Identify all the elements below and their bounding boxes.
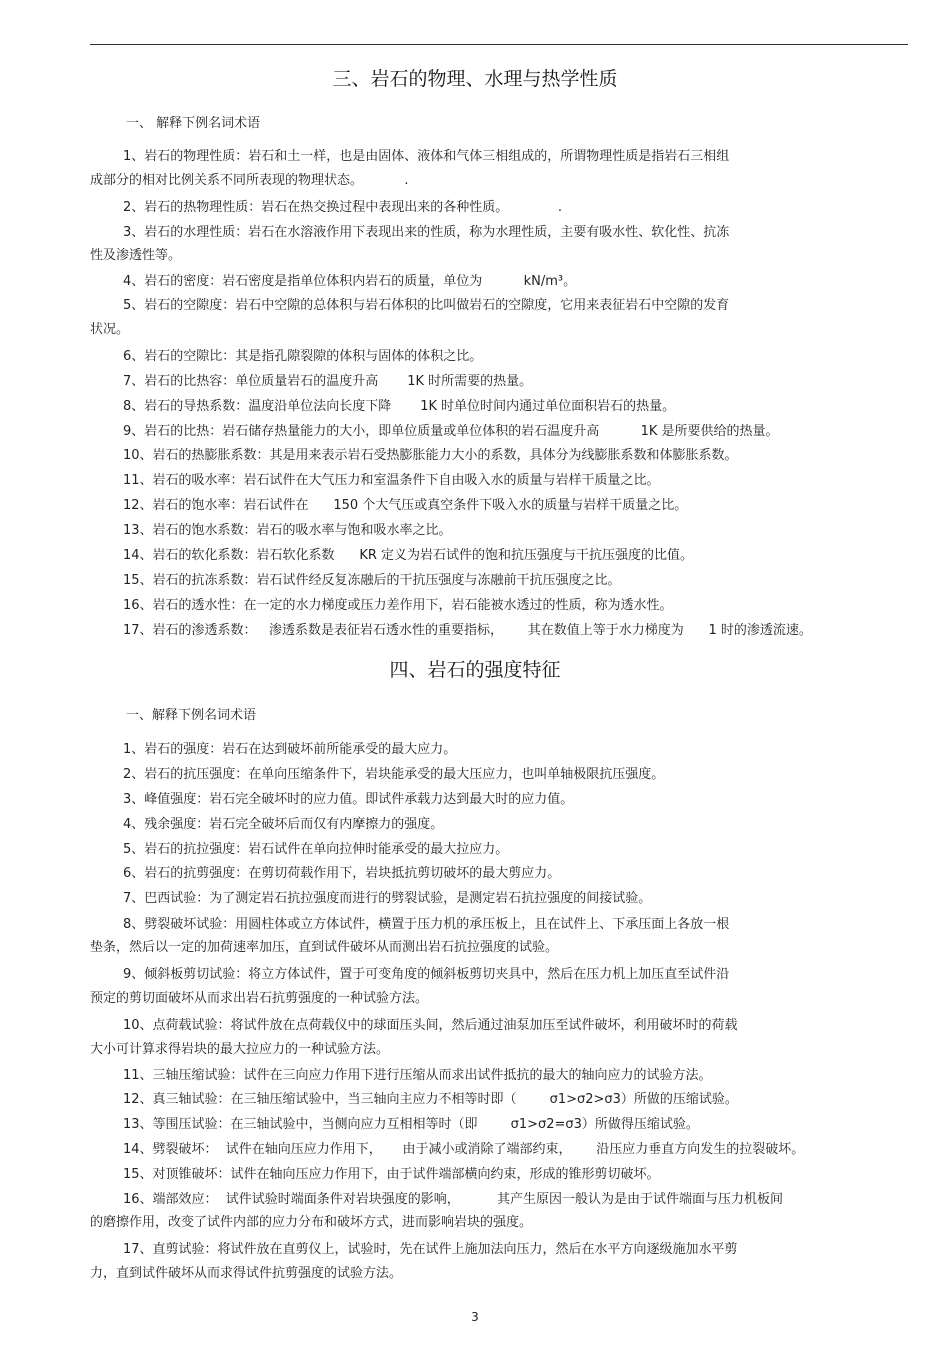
s4-line: 2、岩石的抗压强度：在单向压缩条件下，岩块能承受的最大压应力，也叫单轴极限抗压强度。 [123,767,665,782]
s4-line: 大小可计算求得岩块的最大拉应力的一种试验方法。 [90,1042,390,1057]
s3-line: 2、岩石的热物理性质：岩石在热交换过程中表现出来的各种性质。 . [123,200,562,215]
s3-line: 13、岩石的饱水系数：岩石的吸水率与饱和吸水率之比。 [123,523,452,538]
s3-line: 成部分的相对比例关系不同所表现的物理状态。 . [90,173,409,188]
section-3-title: 三、岩石的物理、水理与热学性质 [332,68,618,90]
s4-line: 9、倾斜板剪切试验：将立方体试件，置于可变角度的倾斜板剪切夹具中，然后在压力机上加压直至试件沿 [123,967,730,982]
top-rule [90,44,908,45]
s3-line: 6、岩石的空隙比：其是指孔隙裂隙的体积与固体的体积之比。 [123,349,483,364]
section-4-title: 四、岩石的强度特征 [389,659,561,681]
s4-line: 13、等围压试验：在三轴试验中，当侧向应力互相相等时（即 σ1>σ2=σ3）所做得压缩试验。 [123,1117,699,1132]
s4-line: 8、劈裂破坏试验：用圆柱体或立方体试件，横置于压力机的承压板上，且在试件上、下承压面上各放一根 [123,917,730,932]
s4-line: 的磨擦作用，改变了试件内部的应力分布和破坏方式，进而影响岩块的强度。 [90,1215,533,1230]
s4-line: 17、直剪试验：将试件放在直剪仪上，试验时，先在试件上施加法向压力，然后在水平方向逐级施加水平剪 [123,1242,738,1257]
s3-line: 状况。 [90,322,130,337]
s4-line: 1、岩石的强度：岩石在达到破坏前所能承受的最大应力。 [123,742,457,757]
s4-line: 16、端部效应： 试件试验时端面条件对岩块强度的影响， 其产生原因一般认为是由于试件端面与压力机板间 [123,1192,783,1207]
s4-line: 10、点荷载试验：将试件放在点荷载仪中的球面压头间，然后通过油泵加压至试件破坏，利用破坏时的荷载 [123,1018,738,1033]
s4-line: 7、巴西试验：为了测定岩石抗拉强度而进行的劈裂试验，是测定岩石抗拉强度的间接试验。 [123,891,652,906]
s3-line: 4、岩石的密度：岩石密度是指单位体积内岩石的质量，单位为 kN/m³。 [123,274,577,289]
s3-line: 17、岩石的渗透系数： 渗透系数是表征岩石透水性的重要指标， 其在数值上等于水力梯度为 1 时的渗透流速。 [123,623,812,638]
s3-line: 3、岩石的水理性质：岩石在水溶液作用下表现出来的性质，称为水理性质，主要有吸水性、软化性、抗冻 [123,225,730,240]
s4-line: 14、劈裂破坏： 试件在轴向压应力作用下， 由于减小或消除了端部约束， 沿压应力垂直方向发生的拉裂破坏。 [123,1142,805,1157]
s3-line: 11、岩石的吸水率：岩石试件在大气压力和室温条件下自由吸入水的质量与岩样干质量之比。 [123,473,660,488]
s4-line: 6、岩石的抗剪强度：在剪切荷载作用下，岩块抵抗剪切破坏的最大剪应力。 [123,866,561,881]
section-3-subheading: 一、 解释下例名词术语 [126,116,261,131]
s3-line: 16、岩石的透水性：在一定的水力梯度或压力差作用下，岩石能被水透过的性质，称为透水性。 [123,598,673,613]
s4-line: 4、残余强度：岩石完全破坏后而仅有内摩擦力的强度。 [123,817,444,832]
s4-line: 11、三轴压缩试验：试件在三向应力作用下进行压缩从而求出试件抵抗的最大的轴向应力的试验方法。 [123,1068,712,1083]
s3-line: 8、岩石的导热系数：温度沿单位法向长度下降 1K 时单位时间内通过单位面积岩石的热量。 [123,399,676,414]
s3-line: 10、岩石的热膨胀系数：其是用来表示岩石受热膨胀能力大小的系数，具体分为线膨胀系数和体膨胀系数。 [123,448,738,463]
s3-line: 9、岩石的比热：岩石储存热量能力的大小，即单位质量或单位体积的岩石温度升高 1K 是所要供给的热量。 [123,424,779,439]
s4-line: 5、岩石的抗拉强度：岩石试件在单向拉伸时能承受的最大拉应力。 [123,842,509,857]
page-number: 3 [471,1310,479,1324]
s3-line: 1、岩石的物理性质：岩石和土一样，也是由固体、液体和气体三相组成的，所谓物理性质是指岩石三相组 [123,149,730,164]
s4-line: 3、峰值强度：岩石完全破坏时的应力值。即试件承载力达到最大时的应力值。 [123,792,574,807]
s3-line: 15、岩石的抗冻系数：岩石试件经反复冻融后的干抗压强度与冻融前干抗压强度之比。 [123,573,621,588]
s3-line: 5、岩石的空隙度：岩石中空隙的总体积与岩石体积的比叫做岩石的空隙度，它用来表征岩石中空隙的发育 [123,298,730,313]
s4-line: 预定的剪切面破坏从而求出岩石抗剪强度的一种试验方法。 [90,991,429,1006]
s4-line: 12、真三轴试验：在三轴压缩试验中，当三轴向主应力不相等时即（ σ1>σ2>σ3）所做的压缩试验。 [123,1092,738,1107]
s3-line: 12、岩石的饱水率：岩石试件在 150 个大气压或真空条件下吸入水的质量与岩样干质量之比。 [123,498,688,513]
s3-line: 14、岩石的软化系数：岩石软化系数 KR 定义为岩石试件的饱和抗压强度与干抗压强度的比值。 [123,548,694,563]
s4-line: 力，直到试件破坏从而求得试件抗剪强度的试验方法。 [90,1266,403,1281]
s4-line: 垫条，然后以一定的加荷速率加压，直到试件破坏从而测出岩石抗拉强度的试验。 [90,940,559,955]
s4-line: 15、对顶锥破坏：试件在轴向压应力作用下，由于试件端部横向约束，形成的锥形剪切破坏。 [123,1167,660,1182]
s3-line: 性及渗透性等。 [90,248,182,263]
s3-line: 7、岩石的比热容：单位质量岩石的温度升高 1K 时所需要的热量。 [123,374,533,389]
section-4-subheading: 一、解释下例名词术语 [126,708,257,723]
